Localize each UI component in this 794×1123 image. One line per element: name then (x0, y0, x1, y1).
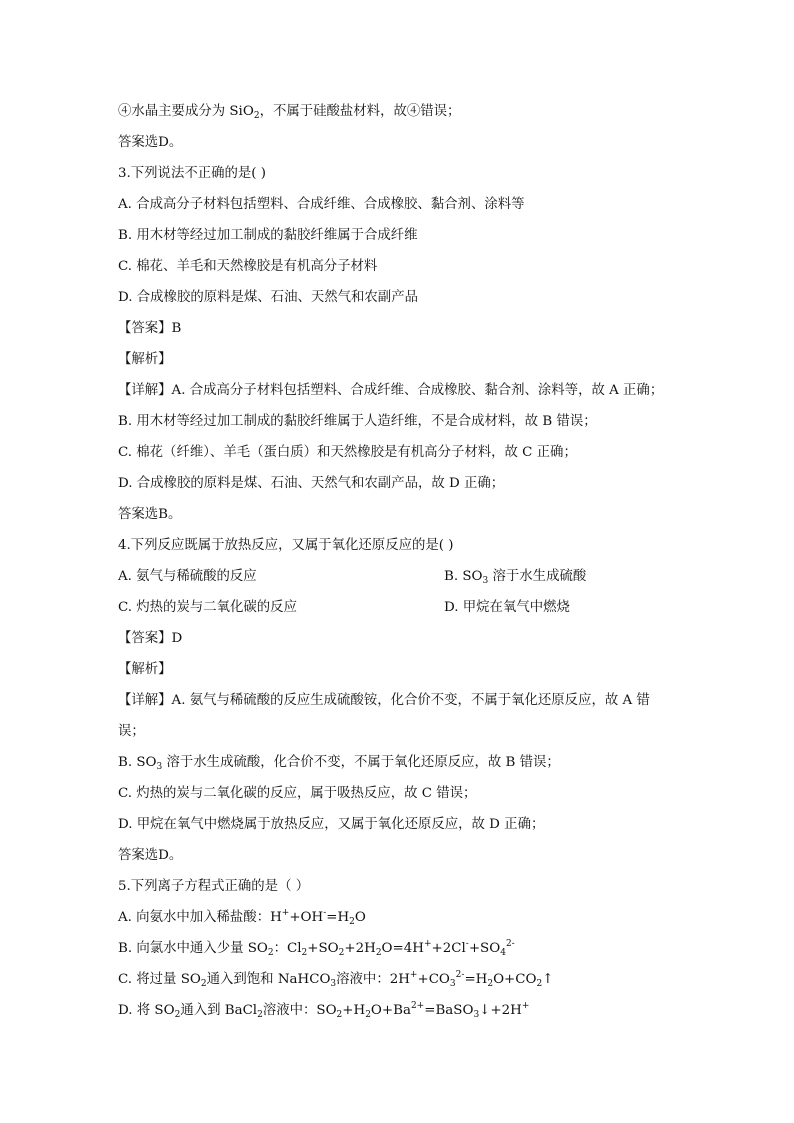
answer-line: 答案选B。 (118, 507, 182, 522)
option-c: C. 棉花、羊毛和天然橡胶是有机高分子材料 (118, 259, 378, 274)
option-c: C. 将过量 $SO_2$通入到饱和 NaHCO$_3$溶液中：$2H^++CO_3^{2-}=H_2O+CO_2↑$ (118, 970, 554, 989)
detail-line: D. 合成橡胶的原料是煤、石油、天然气和农副产品，故 D 正确； (118, 476, 505, 491)
detail-line: D. 甲烷在氧气中燃烧属于放热反应，又属于氧化还原反应，故 D 正确； (118, 817, 545, 832)
text-line: ④水晶主要成分为 SiO$_2$，不属于硅酸盐材料，故④错误； (118, 104, 461, 121)
option-a: A. 向氨水中加入稀盐酸：$H^++OH^-=H_2O$ (118, 908, 366, 927)
answer-heading: 【答案】B (118, 321, 182, 336)
analysis-heading: 【解析】 (118, 352, 172, 367)
detail-line: B. 用木材等经过加工制成的黏胶纤维属于人造纤维，不是合成材料，故 B 错误； (118, 414, 597, 429)
answer-line: 答案选D。 (118, 135, 183, 150)
option-b: B. 用木材等经过加工制成的黏胶纤维属于合成纤维 (118, 228, 418, 243)
detail-line: B. $SO_3$ 溶于水生成硫酸，化合价不变，不属于氧化还原反应，故 B 错误； (118, 755, 560, 772)
detail-line: C. 灼热的炭与二氧化碳的反应，属于吸热反应，故 C 错误； (118, 786, 477, 801)
answer-heading: 【答案】D (118, 631, 183, 646)
detail-line: C. 棉花（纤维）、羊毛（蛋白质）和天然橡胶是有机高分子材料，故 C 正确； (118, 445, 577, 460)
option-a: A. 合成高分子材料包括塑料、合成纤维、合成橡胶、黏合剂、涂料等 (118, 197, 525, 212)
answer-line: 答案选D。 (118, 848, 183, 863)
option-b: B. $SO_3$ 溶于水生成硫酸 (444, 569, 587, 586)
option-b: B. 向氯水中通入少量 $SO_2$：$Cl_2+SO_2+2H_2O=4H^++2Cl^-+SO_4^{2-}$ (118, 939, 515, 958)
option-d: D. 甲烷在氧气中燃烧 (444, 600, 570, 615)
option-a: A. 氨气与稀硫酸的反应 (118, 569, 257, 584)
analysis-heading: 【解析】 (118, 662, 172, 677)
detail-line: 【详解】A. 氨气与稀硫酸的反应生成硫酸铵，化合价不变，不属于氧化还原反应，故 A 错 (118, 693, 650, 708)
question-5: 5.下列离子方程式正确的是（ ） (118, 879, 310, 894)
detail-line: 误； (118, 724, 145, 739)
question-3: 3.下列说法不正确的是( ) (118, 166, 266, 181)
detail-line: 【详解】A. 合成高分子材料包括塑料、合成纤维、合成橡胶、黏合剂、涂料等，故 A 正确； (118, 383, 664, 398)
option-d: D. 合成橡胶的原料是煤、石油、天然气和农副产品 (118, 290, 418, 305)
question-4: 4.下列反应既属于放热反应，又属于氧化还原反应的是( ) (118, 538, 454, 553)
option-d: D. 将 $SO_2$通入到 BaCl$_2$溶液中：$SO_2+H_2O+Ba^{2+}=BaSO_3↓+2H^+$ (118, 1001, 530, 1020)
option-c: C. 灼热的炭与二氧化碳的反应 (118, 600, 297, 615)
